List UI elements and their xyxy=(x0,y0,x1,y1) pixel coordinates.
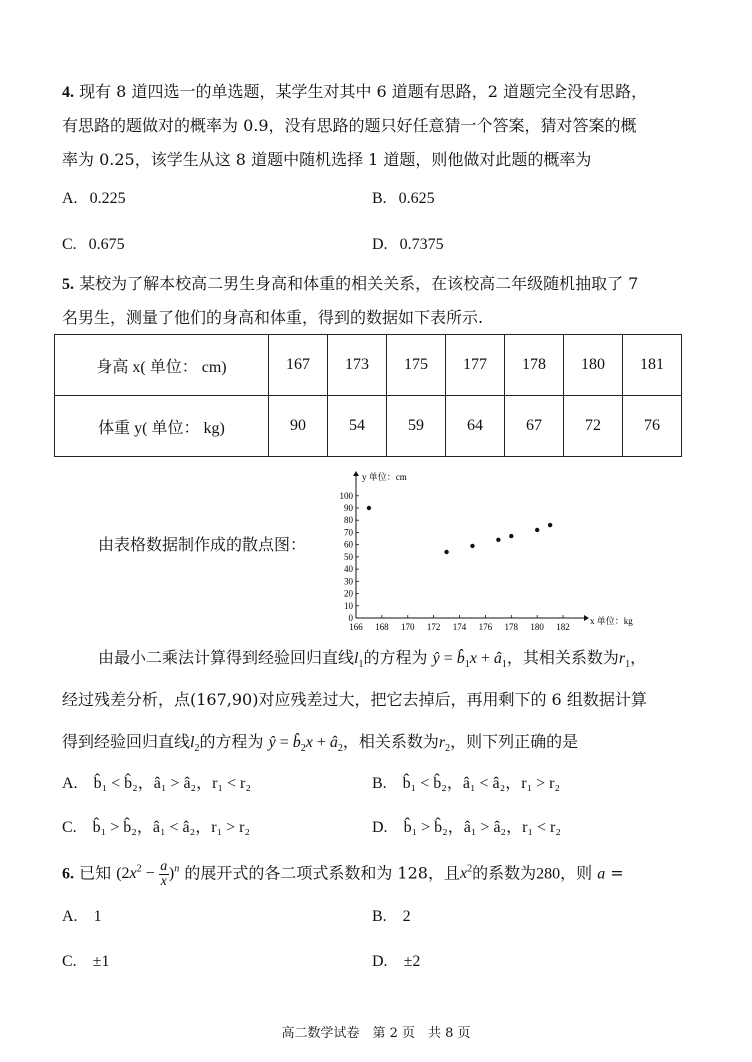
table-row-height xyxy=(55,335,682,396)
q6-option-a: A. 1 xyxy=(62,908,102,925)
q4-option-d: D. 0.7375 xyxy=(372,236,444,253)
q4-line3: 率为 0.25，该学生从这 8 道题中随机选择 1 道题，则他做对此题的概率为 xyxy=(62,150,592,169)
x-axis-arrow xyxy=(584,615,589,621)
x-tick-label: 174 xyxy=(452,622,467,632)
y-tick-label: 10 xyxy=(344,600,353,611)
table-cell: 54 xyxy=(328,396,387,457)
q6-option-c: C. ±1 xyxy=(62,953,110,970)
y-tick-label: 40 xyxy=(344,564,353,575)
y-tick-label: 30 xyxy=(344,576,353,587)
x-tick-label: 180 xyxy=(530,622,544,632)
table-cell: 173 xyxy=(328,335,387,396)
y-tick-label: 80 xyxy=(344,515,353,526)
q5-option-d: D. b̂₁ > b̂₂，â₁ > â₂，r₁ < r₂ xyxy=(372,819,561,836)
q6-stem: 6. 已知 $(2x^2 - \frac{a}{x})^n$ 的展开式的各二项式系数和为 128，且$x^2$的系数为280，则 a = xyxy=(62,859,624,890)
q4-option-a: A. 0.225 xyxy=(62,190,126,207)
scatter-intro: 由表格数据制作成的散点图： xyxy=(98,535,307,554)
q5-number: 5. xyxy=(62,276,74,293)
q5-para3: 得到经验回归直线$l_2$的方程为 ŷ = $b̂_2x$ + $â_2$，相关系数为$r_2$，则下列正确的是 xyxy=(62,732,579,755)
data-point xyxy=(367,506,371,510)
table-cell: 167 xyxy=(269,335,328,396)
y-axis-label: y 单位：cm xyxy=(362,472,407,482)
q5-line2: 名男生，测量了他们的身高和体重，得到的数据如下表所示. xyxy=(62,308,484,327)
x-tick-label: 168 xyxy=(375,622,389,632)
table-cell: 180 xyxy=(564,335,623,396)
y-tick-label: 90 xyxy=(344,503,353,513)
y-tick-label: 70 xyxy=(344,527,353,538)
y-tick-label: 60 xyxy=(344,539,353,550)
y-tick-label: 20 xyxy=(344,588,353,599)
q6-option-d: D. ±2 xyxy=(372,953,421,970)
table-cell: 178 xyxy=(505,335,564,396)
data-table xyxy=(54,334,682,457)
data-point xyxy=(548,523,552,527)
table-cell: 72 xyxy=(564,396,623,457)
table-cell: 64 xyxy=(446,396,505,457)
q5-option-b: B. b̂₁ < b̂₂，â₁ < â₂，r₁ > r₂ xyxy=(372,775,561,792)
x-tick-label: 166 xyxy=(349,622,363,632)
y-tick-label: 50 xyxy=(344,551,353,562)
table-cell: 67 xyxy=(505,396,564,457)
x-axis-label: x 单位：kg xyxy=(590,616,633,626)
table-header-weight: 体重 y( 单位： kg) xyxy=(55,396,269,457)
x-tick-label: 178 xyxy=(504,622,519,632)
q5-para1: 由最小二乘法计算得到经验回归直线$l_1$的方程为 ŷ = $b̂_1x$ + $â_1$，其相关系数为$r_1$， xyxy=(98,648,647,671)
q4-text-line1: 现有 8 道四选一的单选题，某学生对其中 6 道题有思路，2 道题完全没有思路， xyxy=(79,82,648,101)
x-tick-label: 172 xyxy=(426,622,441,632)
data-point xyxy=(496,538,500,542)
table-cell: 177 xyxy=(446,335,505,396)
page-footer: 高二数学试卷 第 2 页 共 8 页 xyxy=(281,1026,471,1041)
y-tick-label: 100 xyxy=(339,490,353,501)
data-point xyxy=(470,544,474,548)
y-axis-arrow xyxy=(353,471,359,476)
table-cell: 175 xyxy=(387,335,446,396)
x-tick-label: 170 xyxy=(401,622,415,632)
q4-option-b: B. 0.625 xyxy=(372,190,435,207)
table-cell: 76 xyxy=(623,396,682,457)
data-point xyxy=(535,528,539,532)
y-tick-label: 0 xyxy=(348,613,353,623)
q4-number: 4. xyxy=(62,84,74,101)
q6-number: 6. xyxy=(62,865,74,883)
table-cell: 181 xyxy=(623,335,682,396)
table-cell: 59 xyxy=(387,396,446,457)
q4-option-c: C. 0.675 xyxy=(62,236,125,253)
q5-option-c: C. b̂₁ > b̂₂，â₁ < â₂，r₁ > r₂ xyxy=(62,819,251,836)
data-points xyxy=(367,506,553,554)
table-cell: 90 xyxy=(269,396,328,457)
data-point xyxy=(444,550,448,554)
data-point xyxy=(509,534,513,538)
table-row-weight xyxy=(55,396,682,457)
q4-line2: 有思路的题做对的概率为 0.9，没有思路的题只好任意猜一个答案，猜对答案的概 xyxy=(62,116,637,135)
q5-text-line1: 某校为了解本校高二男生身高和体重的相关关系，在该校高二年级随机抽取了 7 xyxy=(79,274,639,293)
scatter-chart xyxy=(330,470,633,640)
x-tick-label: 182 xyxy=(556,622,570,632)
q5-option-a: A. b̂₁ < b̂₂，â₁ > â₂，r₁ < r₂ xyxy=(62,775,251,792)
x-tick-label: 176 xyxy=(478,622,493,632)
q6-option-b: B. 2 xyxy=(372,908,411,925)
q5-para2: 经过残差分析，点(167,90)对应残差过大，把它去掉后，再用剩下的 6 组数据计算 xyxy=(62,690,647,709)
q4-line1 xyxy=(62,82,647,103)
q5-line1 xyxy=(62,274,638,295)
table-header-height: 身高 x( 单位： cm) xyxy=(55,335,269,396)
